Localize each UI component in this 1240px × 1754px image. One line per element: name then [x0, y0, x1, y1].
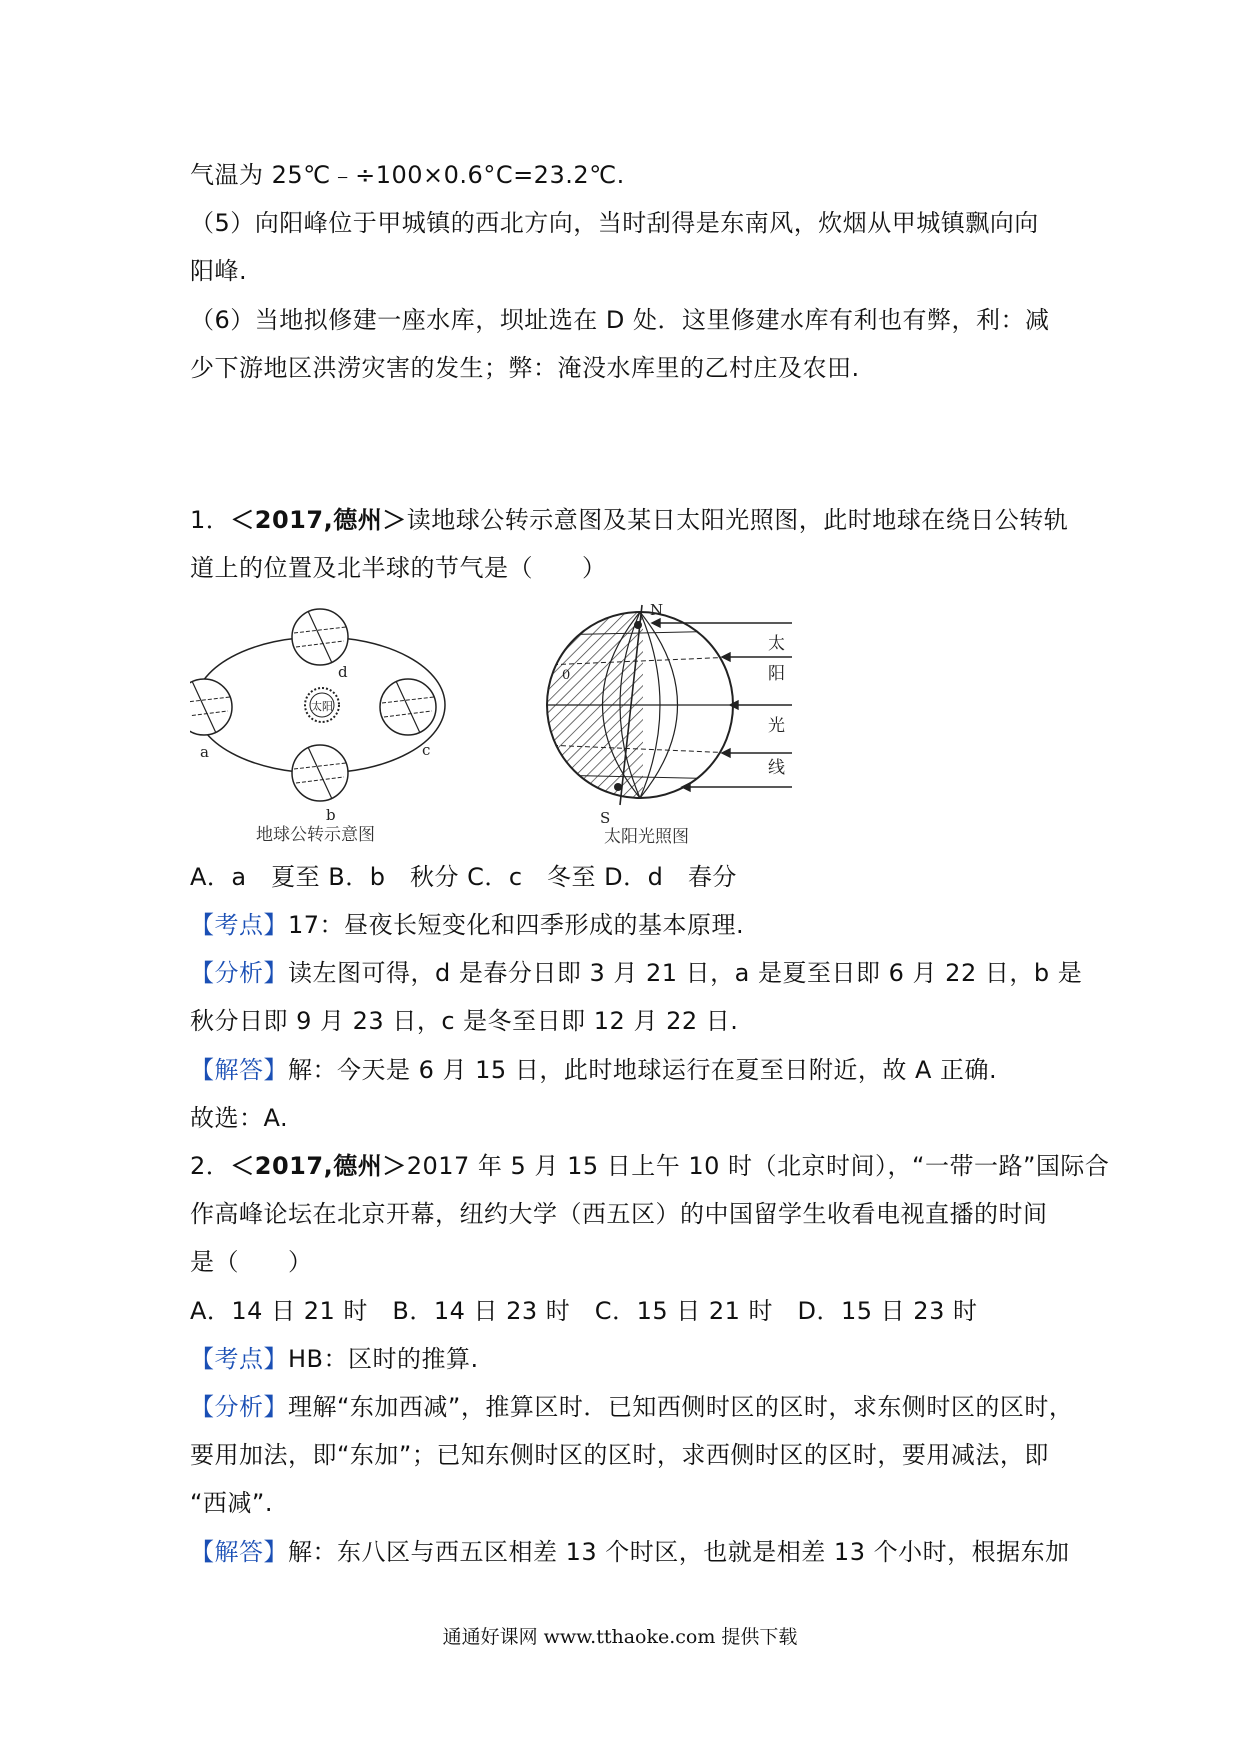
sunlight-globe-icon — [545, 605, 735, 805]
earth-position-b-icon — [292, 745, 348, 801]
question-text: 读地球公转示意图及某日太阳光照图，此时地球在绕日公转轨 — [406, 506, 1069, 534]
figure-svg — [190, 595, 820, 845]
question-text: 作高峰论坛在北京开幕，纽约大学（西五区）的中国留学生收看电视直播的时间 — [190, 1200, 1048, 1228]
jieda-text: 解：今天是 6 月 15 日，此时地球运行在夏至日附近，故 A 正确. — [288, 1056, 998, 1084]
label-south: S — [600, 809, 611, 827]
text-line: （5）向阳峰位于甲城镇的西北方向，当时刮得是东南风，炊烟从甲城镇飘向向 — [190, 209, 1039, 237]
question-number: 1． — [190, 506, 231, 534]
jieda-text: 解：东八区与西五区相差 13 个时区，也就是相差 13 个小时，根据东加 — [288, 1538, 1070, 1566]
fenxi-text: “西减”. — [190, 1489, 273, 1517]
earth-orbit-figure — [190, 595, 820, 845]
label-zero: 0 — [562, 668, 571, 683]
kaodian-text: HB：区时的推算. — [288, 1345, 479, 1373]
page-footer: 通通好课网 www.tthaoke.com 提供下载 — [442, 1626, 798, 1648]
label-a: a — [200, 743, 209, 761]
text-line: 少下游地区洪涝灾害的发生；弊：淹没水库里的乙村庄及农田. — [190, 354, 860, 382]
sunlight-label: 线 — [768, 758, 785, 778]
jieda-tag: 【解答】 — [190, 1056, 288, 1084]
answer-options: A．a 夏至 B．b 秋分 C．c 冬至 D．d 春分 — [190, 863, 737, 891]
question-text: 是（ ） — [190, 1248, 313, 1276]
question-text: 道上的位置及北半球的节气是（ ） — [190, 554, 607, 582]
text-line: 阳峰. — [190, 257, 248, 285]
text-line: 气温为 25℃﹣÷100×0.6°C=23.2℃. — [190, 161, 625, 189]
kaodian-tag: 【考点】 — [190, 911, 288, 939]
kaodian-line — [190, 1344, 1070, 1374]
fenxi-text: 秋分日即 9 月 23 日，c 是冬至日即 12 月 22 日. — [190, 1007, 739, 1035]
fenxi-line — [190, 1392, 1074, 1422]
question-2-stem — [190, 1151, 1110, 1181]
question-source: ＜2017,德州＞ — [230, 506, 407, 534]
label-c: c — [422, 741, 431, 759]
question-text: 2017 年 5 月 15 日上午 10 时（北京时间），“一带一路”国际合 — [406, 1152, 1110, 1180]
fenxi-line — [190, 958, 1083, 988]
question-number: 2． — [190, 1152, 231, 1180]
kaodian-line — [190, 910, 1070, 940]
kaodian-tag: 【考点】 — [190, 1345, 288, 1373]
jieda-tag: 【解答】 — [190, 1538, 288, 1566]
sunlight-label: 光 — [768, 716, 785, 736]
sun-label: 太阳 — [311, 700, 333, 713]
fenxi-text: 要用加法，即“东加”；已知东侧时区的区时，求西侧时区的区时，要用减法，即 — [190, 1441, 1049, 1469]
jieda-line — [190, 1055, 1070, 1085]
answer-options: A．14 日 21 时 B．14 日 23 时 C．15 日 21 时 D．15 日 23 时 — [190, 1297, 978, 1325]
answer-line: 故选：A. — [190, 1104, 289, 1132]
label-b: b — [326, 806, 336, 824]
sunlight-label: 太 — [768, 634, 785, 654]
fenxi-tag: 【分析】 — [190, 1393, 288, 1421]
figure-caption: 地球公转示意图 — [256, 825, 375, 845]
question-1-stem — [190, 505, 1070, 535]
fenxi-text: 读左图可得，d 是春分日即 3 月 21 日，a 是夏至日即 6 月 22 日，b 是 — [288, 959, 1083, 987]
earth-position-c-icon — [380, 679, 436, 735]
fenxi-tag: 【分析】 — [190, 959, 288, 987]
kaodian-text: 17：昼夜长短变化和四季形成的基本原理. — [288, 911, 745, 939]
figure-caption: 太阳光照图 — [604, 827, 689, 847]
earth-position-d-icon — [292, 609, 348, 665]
question-source: ＜2017,德州＞ — [230, 1152, 407, 1180]
earth-position-a-icon — [190, 679, 232, 735]
text-line: （6）当地拟修建一座水库，坝址选在 D 处．这里修建水库有利也有弊，利：减 — [190, 306, 1050, 334]
sunlight-label: 阳 — [768, 664, 785, 684]
label-north: N — [650, 601, 664, 619]
label-d: d — [338, 663, 348, 681]
fenxi-text: 理解“东加西减”，推算区时．已知西侧时区的区时，求东侧时区的区时， — [288, 1393, 1074, 1421]
jieda-line — [190, 1537, 1070, 1567]
